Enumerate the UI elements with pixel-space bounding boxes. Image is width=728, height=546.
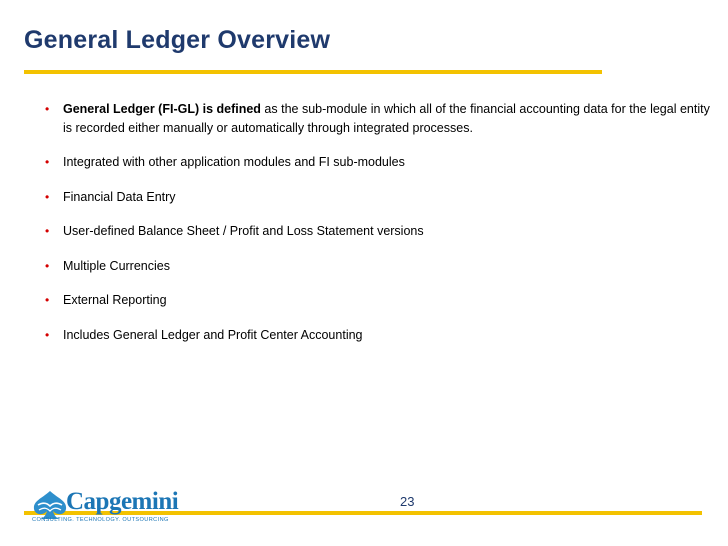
bullet-dot-icon: • [45, 155, 50, 169]
bullet-text: External Reporting [63, 293, 167, 307]
bullet-dot-icon: • [45, 224, 50, 238]
bullet-text: User-defined Balance Sheet / Profit and Loss Statement versions [63, 224, 424, 238]
bullet-text: Financial Data Entry [63, 190, 176, 204]
capgemini-logo [28, 486, 179, 528]
bullet-dot-icon: • [45, 328, 50, 342]
bullet-body: as the sub-module in which all of the financial accounting data for the legal entity is recorded either manually or automatically through integrated processes. [63, 102, 710, 135]
slide-title: General Ledger Overview [24, 26, 331, 54]
page-number: 23 [400, 494, 415, 509]
bullet-dot-icon: • [45, 190, 50, 204]
bullet-dot-icon: • [45, 102, 50, 116]
bullet-dot-icon: • [45, 293, 50, 307]
logo-wordmark: Capgemini [66, 488, 179, 515]
bullet-dot-icon: • [45, 259, 50, 273]
bullet-text: Multiple Currencies [63, 259, 170, 273]
bullet-item [45, 100, 715, 140]
bullet-bold-lead: General Ledger (FI-GL) is defined [63, 102, 261, 116]
bullet-text: Includes General Ledger and Profit Center Accounting [63, 328, 363, 342]
logo-tagline: CONSULTING. TECHNOLOGY. OUTSOURCING [32, 517, 169, 523]
bullet-text: Integrated with other application modules and FI sub-modules [63, 155, 405, 169]
bullet-text [63, 100, 713, 138]
